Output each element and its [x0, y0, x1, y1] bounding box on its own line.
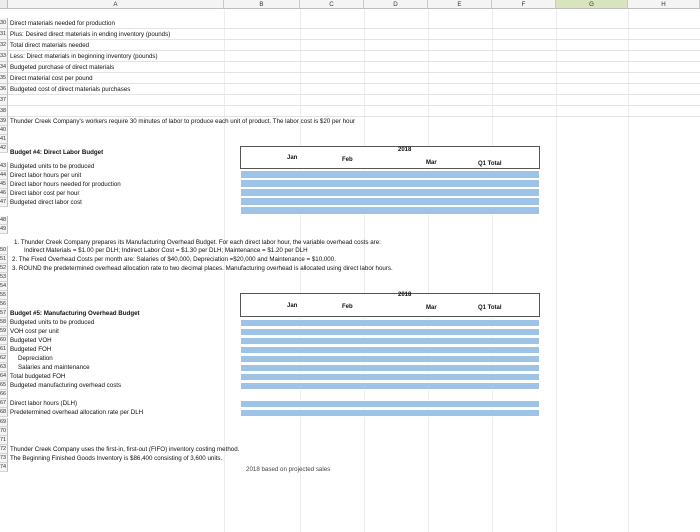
- budget5-row-label[interactable]: Budgeted FOH: [10, 346, 52, 353]
- gridline: [8, 28, 700, 29]
- row-number[interactable]: 69: [0, 419, 7, 425]
- budget4-input-cell[interactable]: [240, 170, 540, 179]
- budget4-month-mar: Mar: [426, 160, 437, 166]
- budget4-row-label[interactable]: Direct labor hours per unit: [10, 172, 82, 179]
- row-number[interactable]: 52: [0, 265, 7, 271]
- row-number[interactable]: 31: [0, 29, 8, 40]
- row-number[interactable]: 41: [0, 136, 7, 142]
- budget5-input-cell[interactable]: [240, 337, 540, 345]
- budget4-input-cell[interactable]: [240, 197, 540, 206]
- overhead-note-1[interactable]: 1. Thunder Creek Company prepares its Manufacturing Overhead Budget. For each direct labor hour, the variable overhead costs are:: [14, 239, 381, 246]
- column-header-e[interactable]: E: [428, 0, 492, 9]
- budget4-row-label[interactable]: Budgeted direct labor cost: [10, 199, 82, 206]
- budget4-title[interactable]: Budget #4: Direct Labor Budget: [10, 149, 104, 156]
- column-header-f[interactable]: F: [492, 0, 556, 9]
- row-number[interactable]: 50: [0, 247, 7, 253]
- row-number[interactable]: 72: [0, 446, 7, 452]
- row-number[interactable]: 32: [0, 40, 8, 51]
- row-number[interactable]: 68: [0, 409, 7, 415]
- budget5-input-cell[interactable]: [240, 328, 540, 336]
- overhead-note-2[interactable]: 2. The Fixed Overhead Costs per month are: Salaries of $40,000, Depreciation =$20,000 and Maintenance = $10,000.: [12, 256, 336, 263]
- row-number[interactable]: 48: [0, 217, 7, 223]
- budget5-year: 2018: [398, 292, 412, 298]
- labor-requirement-note[interactable]: Thunder Creek Company's workers require 30 minutes of labor to produce each unit of product. The labor cost is $20 per hour: [10, 118, 356, 125]
- budget5-row-label[interactable]: Budgeted VOH: [10, 337, 52, 344]
- gridline: [8, 94, 700, 95]
- budget5-row-label[interactable]: Direct labor hours (DLH): [10, 400, 78, 407]
- budget4-month-jan: Jan: [287, 155, 298, 161]
- budget5-row-label[interactable]: Total budgeted FOH: [10, 373, 66, 380]
- row-number[interactable]: 59: [0, 328, 7, 334]
- row-label[interactable]: Direct materials needed for production: [10, 20, 115, 27]
- row-number[interactable]: 45: [0, 181, 7, 187]
- gridline: [8, 116, 700, 117]
- row-label[interactable]: Direct material cost per pound: [10, 75, 93, 82]
- row-number[interactable]: 43: [0, 163, 7, 169]
- budget4-input-cell[interactable]: [240, 206, 540, 215]
- budget4-year: 2018: [398, 147, 412, 153]
- row-number[interactable]: 74: [0, 464, 7, 470]
- row-number[interactable]: 61: [0, 346, 7, 352]
- row-number[interactable]: 49: [0, 226, 7, 232]
- row-number[interactable]: 66: [0, 391, 7, 397]
- row-number[interactable]: 58: [0, 319, 7, 325]
- budget5-title[interactable]: Budget #5: Manufacturing Overhead Budget: [10, 310, 140, 317]
- row-number[interactable]: 62: [0, 355, 7, 361]
- row-number[interactable]: 56: [0, 301, 7, 307]
- row-number[interactable]: 33: [0, 51, 8, 62]
- row-number[interactable]: 40: [0, 127, 7, 133]
- gridline: [492, 9, 493, 532]
- row-number[interactable]: 35: [0, 73, 8, 84]
- budget4-month-feb: Feb: [342, 157, 353, 163]
- gridline: [8, 50, 700, 51]
- row-number[interactable]: 38: [0, 106, 8, 117]
- budget5-input-cell[interactable]: [240, 400, 540, 408]
- fifo-note[interactable]: Thunder Creek Company uses the first-in, first-out (FIFO) inventory costing method.: [10, 446, 240, 453]
- budget5-input-cell[interactable]: [240, 373, 540, 381]
- row-number[interactable]: 42: [0, 145, 7, 151]
- budget4-row-label[interactable]: Budgeted units to be produced: [10, 163, 95, 170]
- budget5-input-cell[interactable]: [240, 355, 540, 363]
- row-number[interactable]: 53: [0, 274, 7, 280]
- row-number[interactable]: 39: [0, 118, 7, 124]
- row-number[interactable]: 70: [0, 428, 7, 434]
- budget5-row-label[interactable]: Depreciation: [18, 355, 53, 362]
- budget4-input-cell[interactable]: [240, 188, 540, 197]
- gridline: [628, 9, 629, 532]
- budget5-input-cell[interactable]: [240, 364, 540, 372]
- gridline: [428, 9, 429, 532]
- row-number[interactable]: 63: [0, 364, 7, 370]
- budget5-row-label[interactable]: Budgeted units to be produced: [10, 319, 95, 326]
- column-header-h[interactable]: H: [628, 0, 700, 9]
- budget5-month-jan: Jan: [287, 303, 298, 309]
- row-number[interactable]: 67: [0, 400, 7, 406]
- budget4-row-label[interactable]: Direct labor hours needed for production: [10, 181, 121, 188]
- budget4-input-cell[interactable]: [240, 179, 540, 188]
- row-number[interactable]: 34: [0, 62, 8, 73]
- gridline: [8, 39, 700, 40]
- row-label[interactable]: Budgeted cost of direct materials purchases: [10, 86, 131, 93]
- row-number[interactable]: 37: [0, 95, 8, 106]
- gridline: [8, 61, 700, 62]
- overhead-note-3[interactable]: 3. ROUND the predetermined overhead allocation rate to two decimal places. Manufacturing overhead is allocated using direct labor hours.: [12, 265, 393, 272]
- gridline: [8, 105, 700, 106]
- budget4-month-total: Q1 Total: [478, 161, 502, 167]
- budget5-input-cell[interactable]: [240, 409, 540, 417]
- row-number[interactable]: 71: [0, 437, 7, 443]
- row-number[interactable]: 30: [0, 18, 8, 29]
- row-label[interactable]: Less: Direct materials in beginning inventory (pounds): [10, 53, 158, 60]
- gridline: [8, 72, 700, 73]
- row-number[interactable]: 44: [0, 172, 7, 178]
- gridline: [8, 83, 700, 84]
- budget5-month-feb: Feb: [342, 304, 353, 310]
- row-number[interactable]: 57: [0, 310, 7, 316]
- select-all-corner[interactable]: [0, 0, 8, 9]
- row-number[interactable]: 47: [0, 199, 7, 205]
- row-number[interactable]: 54: [0, 283, 7, 289]
- column-header-a[interactable]: A: [8, 0, 224, 9]
- gridline: [556, 9, 557, 532]
- budget5-row-label[interactable]: Predetermined overhead allocation rate per DLH: [10, 409, 144, 416]
- budget5-month-total: Q1 Total: [478, 305, 502, 311]
- budget5-input-cell[interactable]: [240, 319, 540, 327]
- budget5-row-label[interactable]: VOH cost per unit: [10, 328, 59, 335]
- column-header-b[interactable]: B: [224, 0, 300, 9]
- row-number[interactable]: 60: [0, 337, 7, 343]
- budget5-month-mar: Mar: [426, 305, 437, 311]
- row-number[interactable]: 36: [0, 84, 8, 95]
- row-label[interactable]: Total direct materials needed: [10, 42, 90, 49]
- projected-sales-note[interactable]: 2018 based on projected sales: [246, 466, 331, 473]
- budget5-input-cell[interactable]: [240, 346, 540, 354]
- budget4-row-label[interactable]: Direct labor cost per hour: [10, 190, 80, 197]
- row-number[interactable]: 64: [0, 373, 7, 379]
- column-header-g[interactable]: G: [556, 0, 628, 9]
- row-label[interactable]: Budgeted purchase of direct materials: [10, 64, 115, 71]
- budget5-row-label[interactable]: Salaries and maintenance: [18, 364, 90, 371]
- row-number[interactable]: 73: [0, 455, 7, 461]
- row-number[interactable]: 65: [0, 382, 7, 388]
- column-header-d[interactable]: D: [364, 0, 428, 9]
- budget5-row-label[interactable]: Budgeted manufacturing overhead costs: [10, 382, 122, 389]
- overhead-note-1b[interactable]: Indirect Materials = $1.00 per DLH; Indirect Labor Cost = $1.30 per DLH; Maintenance = $1.20 per DLH: [24, 247, 308, 254]
- row-number[interactable]: 51: [0, 256, 7, 262]
- beginning-inventory-note[interactable]: The Beginning Finished Goods Inventory is $86,400 consisting of 3,600 units.: [10, 455, 223, 462]
- column-header-c[interactable]: C: [300, 0, 364, 9]
- budget5-input-cell[interactable]: [240, 382, 540, 390]
- row-number[interactable]: 55: [0, 292, 7, 298]
- row-number[interactable]: 46: [0, 190, 7, 196]
- row-label[interactable]: Plus: Desired direct materials in ending inventory (pounds): [10, 31, 171, 38]
